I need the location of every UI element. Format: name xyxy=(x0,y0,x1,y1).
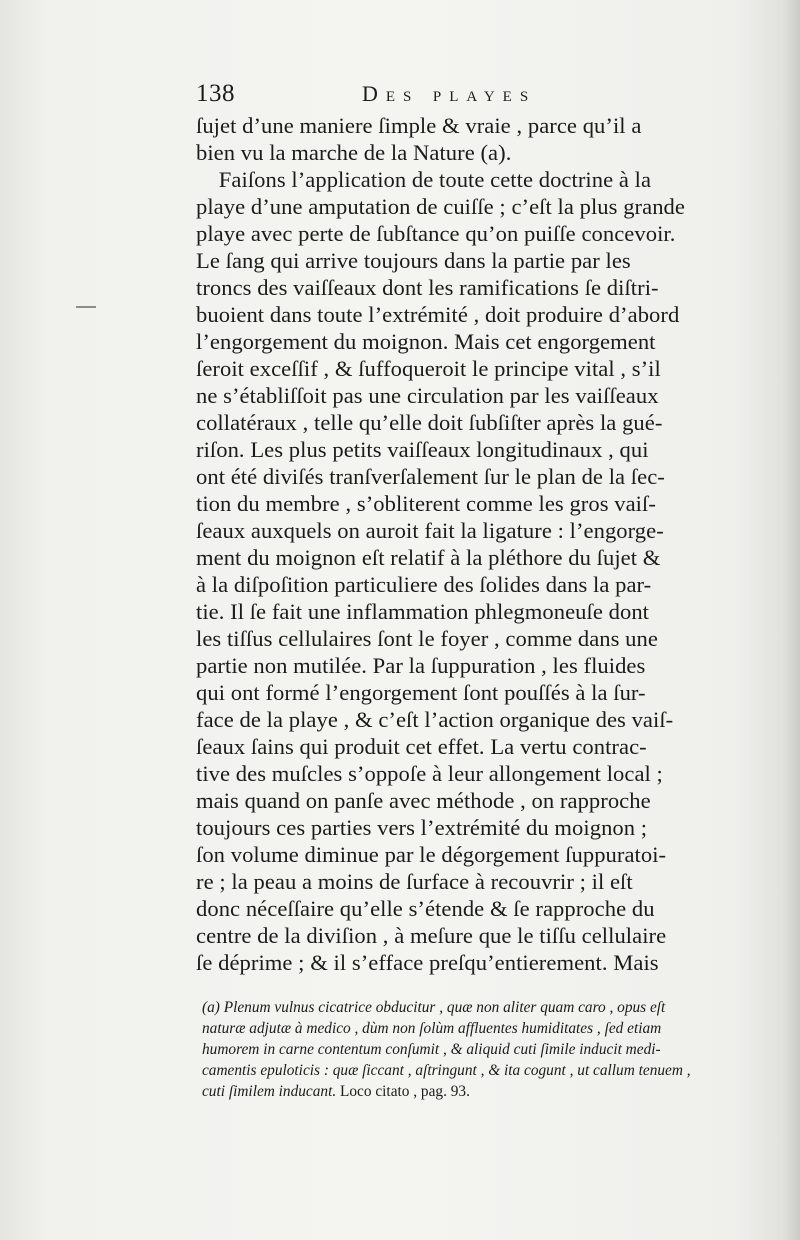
text-line: bien vu la marche de la Nature (a). xyxy=(196,140,512,165)
footnote-line: (a) Plenum vulnus cicatrice obducitur , quæ non aliter quam caro , opus eſt xyxy=(202,999,666,1016)
footnote xyxy=(202,997,774,1102)
footnote-citation-roman: Loco citato , pag. 93. xyxy=(336,1083,470,1100)
text-line: ne s’établiſſoit pas une circulation par les vaiſſeaux xyxy=(196,383,659,408)
text-line: Faiſons l’application de toute cette doctrine à la xyxy=(196,167,652,192)
text-line: ſe déprime ; & il s’efface preſqu’entierement. Mais xyxy=(196,950,659,975)
body-text xyxy=(196,112,766,976)
running-head: Des playes xyxy=(362,81,537,106)
text-line: ont été diviſés tranſverſalement ſur le plan de la ſec- xyxy=(196,464,665,489)
text-line: les tiſſus cellulaires ſont le foyer , comme dans une xyxy=(196,626,658,651)
footnote-line: humorem in carne contentum conſumit , & aliquid cuti ſimile inducit medi- xyxy=(202,1041,661,1058)
footnote-citation-italic: cuti ſimilem inducant. xyxy=(202,1083,337,1100)
text-line: ſeroit exceſſif , & ſuffoqueroit le principe vital , s’il xyxy=(196,356,661,381)
text-line: playe d’une amputation de cuiſſe ; c’eſt la plus grande xyxy=(196,194,685,219)
text-line: donc néceſſaire qu’elle s’étende & ſe rapproche du xyxy=(196,896,655,921)
text-line: toujours ces parties vers l’extrémité du moignon ; xyxy=(196,815,648,840)
text-line: ſeaux ſains qui produit cet effet. La vertu contrac- xyxy=(196,734,647,759)
text-line: partie non mutilée. Par la ſuppuration , les fluides xyxy=(196,653,646,678)
text-line: re ; la peau a moins de ſurface à recouvrir ; il eſt xyxy=(196,869,633,894)
footnote-line xyxy=(202,1081,772,1102)
page-header xyxy=(196,80,766,114)
text-line: tion du membre , s’obliterent comme les gros vaiſ- xyxy=(196,491,656,516)
text-line: ſujet d’une maniere ſimple & vraie , parce qu’il a xyxy=(196,113,642,138)
text-line: ment du moignon eſt relatif à la pléthore du ſujet & xyxy=(196,545,661,570)
text-line: buoient dans toute l’extrémité , doit produire d’abord xyxy=(196,302,680,327)
text-line: qui ont formé l’engorgement ſont pouſſés à la ſur- xyxy=(196,680,646,705)
binding-shadow xyxy=(782,0,800,1240)
text-line: collatéraux , telle qu’elle doit ſubſiſter après la gué- xyxy=(196,410,663,435)
text-line: mais quand on panſe avec méthode , on rapproche xyxy=(196,788,651,813)
text-line: tie. Il ſe fait une inflammation phlegmoneuſe dont xyxy=(196,599,649,624)
text-line: l’engorgement du moignon. Mais cet engorgement xyxy=(196,329,656,354)
footnote-line: camentis epuloticis : quæ ſiccant , aſtringunt , & ita cogunt , ut callum tenuem , xyxy=(202,1062,691,1079)
page-number: 138 xyxy=(196,80,235,107)
text-line: ſeaux auxquels on auroit fait la ligature : l’engorge- xyxy=(196,518,664,543)
text-line: tive des muſcles s’oppoſe à leur allongement local ; xyxy=(196,761,663,786)
text-line: Le ſang qui arrive toujours dans la partie par les xyxy=(196,248,631,273)
text-line: à la diſpoſition particuliere des ſolides dans la par- xyxy=(196,572,652,597)
text-line: riſon. Les plus petits vaiſſeaux longitudinaux , qui xyxy=(196,437,649,462)
margin-mark xyxy=(76,306,96,308)
text-line: troncs des vaiſſeaux dont les ramifications ſe diſtri- xyxy=(196,275,659,300)
text-line: ſon volume diminue par le dégorgement ſuppuratoi- xyxy=(196,842,667,867)
text-line: centre de la diviſion , à meſure que le tiſſu cellulaire xyxy=(196,923,667,948)
text-line: face de la playe , & c’eſt l’action organique des vaiſ- xyxy=(196,707,674,732)
footnote-line: naturæ adjutæ à medico , dùm non ſolùm affluentes humiditates , ſed etiam xyxy=(202,1020,662,1037)
text-line: playe avec perte de ſubſtance qu’on puiſſe concevoir. xyxy=(196,221,676,246)
